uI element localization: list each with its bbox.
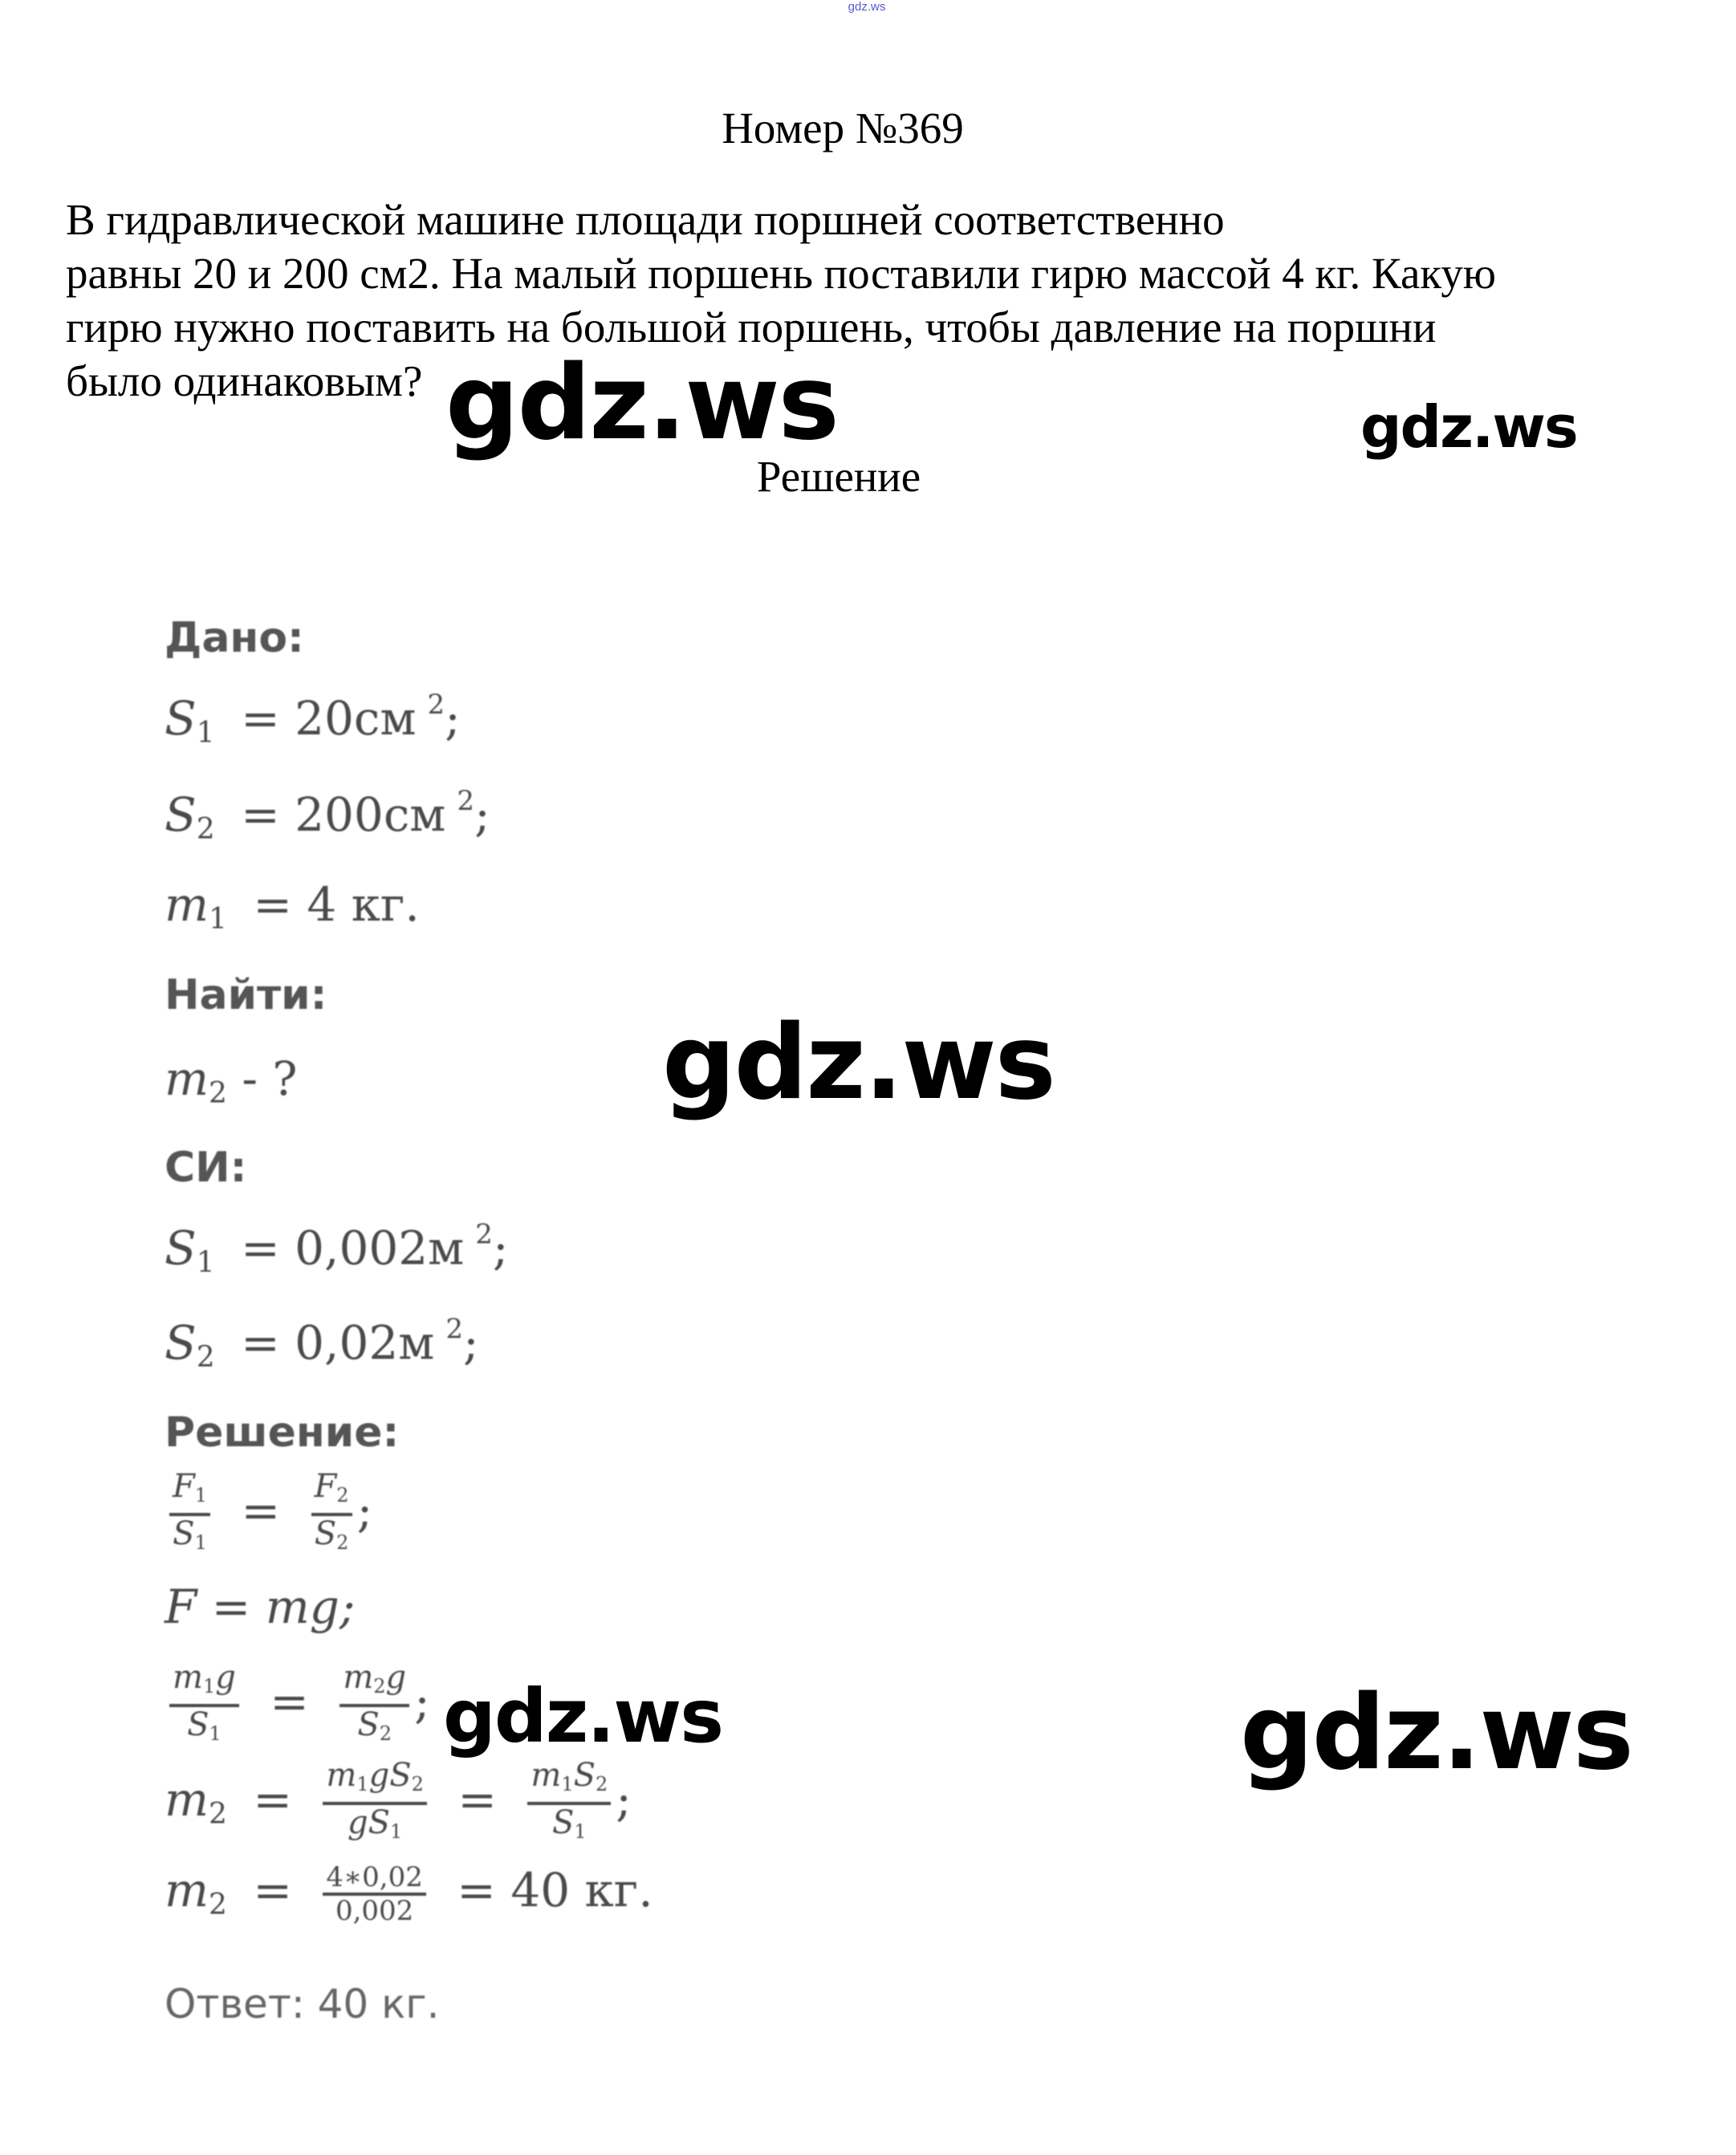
fraction-calc [323,1862,425,1926]
rhs: = 200см [241,787,446,842]
answer: Ответ: 40 кг. [165,1981,440,2027]
fraction-m1gs2-gs1: $\frac{m_1gS_2}{gS_1}$ [323,1758,427,1849]
rhs: = 4 кг. [253,877,420,932]
superscript: 2 [445,1313,464,1345]
mass-equation: $\frac{m_1g}{S_1}$ = $\frac{m_2g}{S_2}$ ; [165,1660,430,1751]
watermark: gdz.ws [662,1003,1055,1123]
problem-line: было одинаковым? [66,356,423,405]
calc-numerator: 4∗0,02 [323,1862,425,1896]
var: S [165,691,197,746]
given-label: Дано: [165,614,304,662]
calc-denominator: 0,002 [335,1895,414,1927]
find-label: Найти: [165,971,327,1019]
subscript: 2 [196,813,215,846]
tail: ; [445,691,461,746]
superscript: 2 [475,1218,493,1250]
si-s2 [165,1313,479,1374]
given-s1 [165,689,461,750]
subscript: 1 [196,1246,215,1279]
var: S [165,1221,197,1275]
tail: ; [463,1315,479,1370]
rhs: = 20см [241,691,417,746]
fraction-m2g-s2: $\frac{m_2g}{S_2}$ [339,1660,409,1751]
rhs: = 0,002м [241,1221,465,1275]
fraction-m1s2-s1: $\frac{m_1S_2}{S_1}$ [527,1758,611,1849]
site-link[interactable]: gdz.ws [848,0,886,14]
problem-text [66,193,1671,408]
page-title: Номер №369 [722,104,964,152]
var: S [165,1315,197,1370]
subscript: 1 [209,903,227,936]
var: m [165,877,209,932]
si-label: СИ: [165,1144,247,1192]
fraction-m1g-s1: $\frac{m_1g}{S_1}$ [169,1660,239,1751]
problem-line: гирю нужно поставить на большой поршень, чтобы давление на поршни [66,303,1437,352]
calc-result: = 40 кг. [457,1863,653,1918]
find-m2 [165,1051,297,1110]
tail: ; [492,1221,509,1275]
subscript: 2 [209,1077,227,1110]
tail: ; [474,787,490,842]
m2-formula: $m_2$ = $\frac{m_1gS_2}{gS_1}$ = $\frac{m_1S_2}{S_1}$ ; [165,1758,632,1849]
var: S [165,787,197,842]
fraction-f2-s2: $\frac{F_2}{S_2}$ [311,1469,352,1560]
watermark: gdz.ws [445,344,838,463]
watermark: gdz.ws [1360,393,1577,461]
pressure-equation: $\frac{F_1}{S_1}$ = $\frac{F_2}{S_2}$ ; [165,1469,372,1560]
force-formula [165,1580,355,1634]
given-m1 [165,877,431,936]
superscript: 2 [457,785,475,817]
subscript: 2 [196,1341,215,1374]
var: m [165,1051,209,1106]
watermark: gdz.ws [443,1673,722,1759]
watermark: gdz.ws [1240,1673,1632,1793]
solution-heading: Решение [756,452,921,501]
rhs: = 0,02м [241,1315,435,1370]
problem-line: В гидравлической машине площади поршней соответственно [66,195,1225,244]
si-s1 [165,1218,508,1279]
given-s2 [165,785,490,846]
m2-calculation: $m_2$ = $\frac{4∗0,02}{0,002}$ = 40 кг. [165,1861,653,1927]
formula-text: F = mg; [165,1580,356,1634]
solution-label: Решение: [165,1409,400,1457]
problem-line: равны 20 и 200 см2. На малый поршень поставили гирю массой 4 кг. Какую [66,249,1496,298]
subscript: 1 [196,717,215,750]
fraction-f1-s1: $\frac{F_1}{S_1}$ [169,1469,210,1560]
rhs: - ? [226,1051,298,1106]
superscript: 2 [427,689,445,721]
